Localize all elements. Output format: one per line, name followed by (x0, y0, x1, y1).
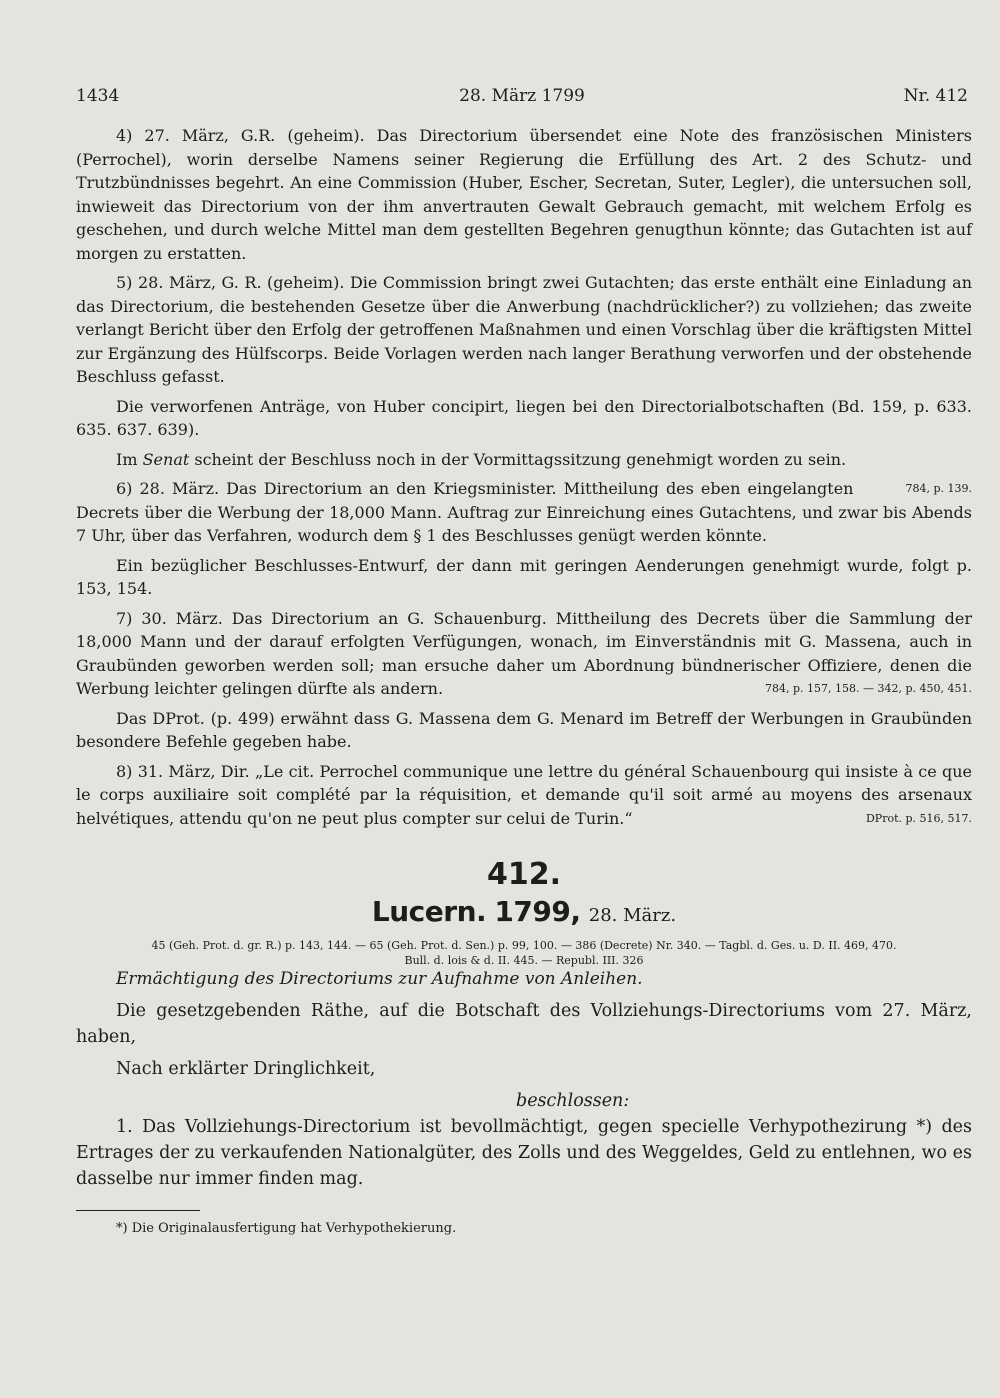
document-year: 1799, (494, 895, 581, 928)
entry-5-note: Die verworfenen Anträge, von Huber concipirt, liegen bei den Directorialbotschaften (Bd. 159, p. 633. 635. 637. 639). (76, 396, 972, 439)
entry-6-note: Ein bezüglicher Beschlusses-Entwurf, der dann mit geringen Aenderungen genehmigt wurde, folgt p. 153, 154. (76, 555, 972, 598)
footnote: *) Die Originalausfertigung hat Verhypothekierung. (116, 1220, 457, 1236)
entry-8-reference: DProt. p. 516, 517. (865, 811, 972, 825)
document-number: 412. (486, 857, 562, 892)
entry-6-text: 6) 28. März. Das Directorium an den Kriegsminister. Mittheilung des eben eingelangten Decrets über die Werbung der 18,000 Mann. Auftrag zur Einreichung eines Gutachtens, und zwar bis Abends 7 Uhr, über das Verfahren, wodurch dem § 1 des Beschlusses genügt werden könnte. (76, 479, 972, 545)
senate-note-pre: Im (116, 449, 143, 469)
page-number: 1434 (76, 86, 120, 106)
senate-word: Senat (142, 449, 190, 469)
entry-7 (76, 607, 972, 701)
senate-note-post: scheint der Beschluss noch in der Vormittagssitzung genehmigt worden zu sein. (189, 449, 847, 469)
sources-line-2: Bull. d. lois & d. II. 445. — Republ. III. 326 (404, 954, 644, 967)
document-date: 28. März. (588, 905, 677, 926)
document-subject: Ermächtigung des Directoriums zur Aufnahme von Anleihen. (116, 969, 643, 989)
entry-7-text: 7) 30. März. Das Directorium an G. Schauenburg. Mittheilung des Decrets über die Sammlung der 18,000 Mann und der darauf erfolgten Verfügungen, wonach, im Einverständnis mit G. Massena, auch in Graubünden geworben werden soll; man ersuche daher um Abordnung bündnerischer Offiziere, denen die Werbung leichter gelingen dürfte als andern. (76, 608, 972, 698)
entry-7-note: Das DProt. (p. 499) erwähnt dass G. Massena dem G. Menard im Betreff der Werbungen in Graubünden besondere Befehle gegeben habe. (76, 708, 972, 751)
entry-5: 5) 28. März, G. R. (geheim). Die Commission bringt zwei Gutachten; das erste enthält eine Einladung an das Directorium, die bestehenden Gesetze über die Anwerbung (nachdrücklicher?) zu vollziehen; das zweite verlangt Bericht über den Erfolg der getroffenen Maßnahmen und einen Vorschlag über die kräftigsten Mittel zur Ergänzung des Hülfscorps. Beide Vorlagen werden nach langer Berathung verworfen und der obstehende Beschluss gefasst. (76, 273, 972, 386)
document-place-date (76, 896, 972, 932)
page-header (76, 86, 968, 110)
entry-6-reference: 784, p. 139. (905, 482, 972, 495)
preamble-2: Nach erklärter Dringlichkeit, (116, 1058, 376, 1079)
entry-7-reference: 784, p. 157, 158. — 342, p. 450, 451. (764, 682, 972, 695)
document-place: Lucern. (371, 895, 487, 928)
resolved-heading: beschlossen: (516, 1090, 630, 1111)
entry-4: 4) 27. März, G.R. (geheim). Das Directorium übersendet eine Note des französischen Ministers (Perrochel), worin derselbe Namens seiner Regierung die Erfüllung des Art. 2 des Schutz- und Trutzbündnisses begehrt. An eine Commission (Huber, Escher, Secretan, Suter, Legler), die untersuchen soll, inwieweit das Directorium von der ihm anvertrauten Gewalt Gebrauch gemacht, mit welchem Erfolg es geschehen, und durch welche Mittel man dem gestellten Begehren genugthun könnte; das Gutachten ist auf morgen zu erstatten. (76, 126, 972, 263)
sources-line-1: 45 (Geh. Prot. d. gr. R.) p. 143, 144. — 65 (Geh. Prot. d. Sen.) p. 99, 100. — 386 (Decrete) Nr. 340. — Tagbl. d. Ges. u. D. II. 469, 470. (151, 939, 897, 952)
entry-8 (76, 760, 972, 831)
article-1: 1. Das Vollziehungs-Directorium ist bevollmächtigt, gegen specielle Verhypothezirung *) des Ertrages der zu verkaufenden Nationalgüter, des Zolls und des Weggeldes, Geld zu entlehnen, wo es dasselbe nur immer finden mag. (76, 1116, 972, 1189)
footnote-rule (76, 1210, 200, 1211)
header-doc-number: Nr. 412 (903, 86, 968, 106)
preamble-1: Die gesetzgebenden Räthe, auf die Botschaft des Vollziehungs-Directoriums vom 27. März, haben, (76, 1000, 972, 1047)
document-sources (76, 938, 972, 968)
entry-5-senate-note (76, 448, 972, 472)
page-body (76, 124, 972, 1246)
header-date: 28. März 1799 (459, 86, 585, 106)
entry-8-text: 8) 31. März, Dir. „Le cit. Perrochel communique une lettre du général Schauenbourg qui insiste à ce que le corps auxiliaire soit complété par la réquisition, et demande qu'il soit armé au moyens des arsenaux helvétiques, attendu qu'on ne peut plus compter sur celui de Turin.“ (76, 761, 972, 828)
entry-6 (76, 477, 972, 548)
